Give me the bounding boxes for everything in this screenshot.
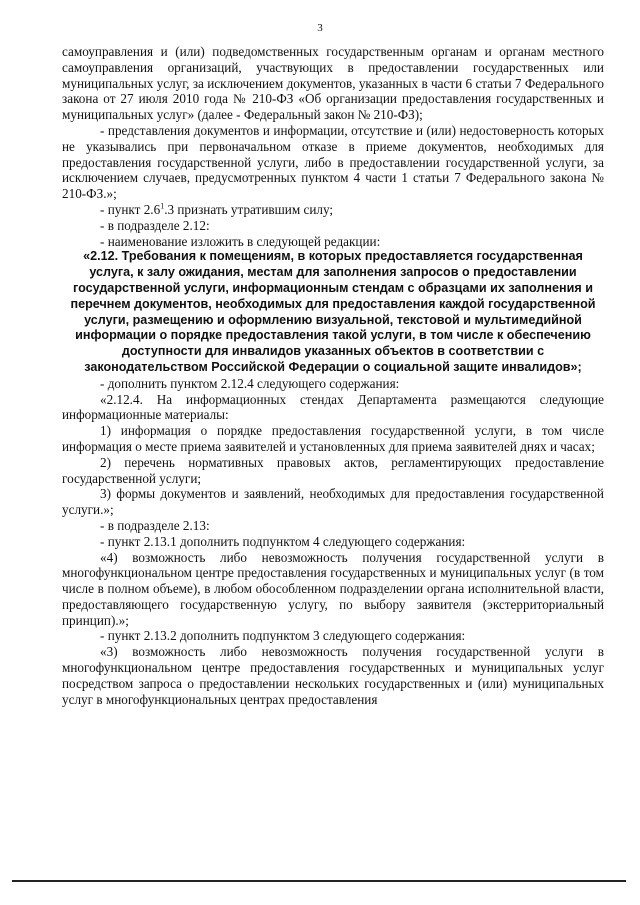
list-item-1: 1) информация о порядке предоставления государственной услуги, в том числе информация о месте приема заявителей и установленных для приема заявителей днях и часах;	[62, 423, 604, 454]
paragraph-new-title-intro: - наименование изложить в следующей редакции:	[100, 233, 381, 249]
paragraph-item-2-13-1: - пункт 2.13.1 дополнить подпунктом 4 следующего содержания:	[100, 533, 466, 549]
paragraph-continuation: самоуправления и (или) подведомственных государственным органам и органам местного самоуправления организаций, участвующих в предоставлении государственных или муниципальных услуг, за исключением документов, указанных в части 6 статьи 7 Федерального закона от 27 июля 2010 года № 210-ФЗ «Об организации предоставления государственных и муниципальных услуг» (далее - Федеральный закон № 210-ФЗ);	[62, 44, 604, 123]
paragraph-item-2-6: - пункт $2.6^1.3$ признать утратившим силу;	[100, 201, 334, 217]
list-item-2: 2) перечень нормативных правовых актов, регламентирующих предоставление государственной услуги;	[62, 454, 604, 486]
superscript-index: 1	[160, 201, 165, 211]
paragraph-subitem-3: «3) возможность либо невозможность получения государственной услуги в многофункциональном центре предоставления государственных и муниципальных услуг посредством запроса о предоставлении нескольких государственных и (или) муниципальных услуг в многофункциональных центрах предоставления	[62, 644, 604, 707]
document-body	[62, 44, 604, 707]
paragraph-subitem-4: «4) возможность либо невозможность получения государственной услуги в многофункциональном центре предоставления государственных и муниципальных услуг (в том числе в полном объеме), в любом обособленном подразделении органа исполнительной власти, предоставляющего государственную услугу, по выбору заявителя (экстерриториальный принцип).»;	[62, 549, 604, 628]
page-number: 3	[317, 22, 323, 34]
footer-rule	[12, 880, 626, 882]
paragraph-2-12-4: «2.12.4. На информационных стендах Департамента размещаются следующие информационные материалы:	[62, 391, 604, 423]
paragraph-subsection-2-13: - в подразделе 2.13:	[100, 517, 210, 533]
paragraph-item-2-13-2: - пункт 2.13.2 дополнить подпунктом 3 следующего содержания:	[100, 628, 466, 644]
heading-2-12: «2.12. Требования к помещениям, в которых предоставляется государственная услуга, к залу ожидания, местам для заполнения запросов о предоставлении государственной услуги, информационным стендам с образцами их заполнения и перечнем документов, необходимых для предоставления каждой государственной услуги, размещению и оформлению визуальной, текстовой и мультимедийной информации о порядке предоставления такой услуги, в том числе к обеспечению доступности для инвалидов указанных объектов в соответствии с законодательством Российской Федерации о социальной защите инвалидов»;	[70, 249, 596, 374]
paragraph-add-2-12-4: - дополнить пунктом 2.12.4 следующего содержания:	[100, 375, 400, 391]
paragraph-subsection-2-12: - в подразделе 2.12:	[100, 217, 210, 233]
paragraph-documents-exception: - представления документов и информации, отсутствие и (или) недостоверность которых не указывались при первоначальном отказе в приеме документов, необходимых для предоставления государственной услуги, либо в предоставлении государственной услуги, за исключением случаев, предусмотренных пунктом 4 части 1 статьи 7 Федерального закона № 210-ФЗ.»;	[62, 122, 604, 202]
list-item-3: 3) формы документов и заявлений, необходимых для предоставления государственной услуги.»;	[62, 486, 604, 518]
